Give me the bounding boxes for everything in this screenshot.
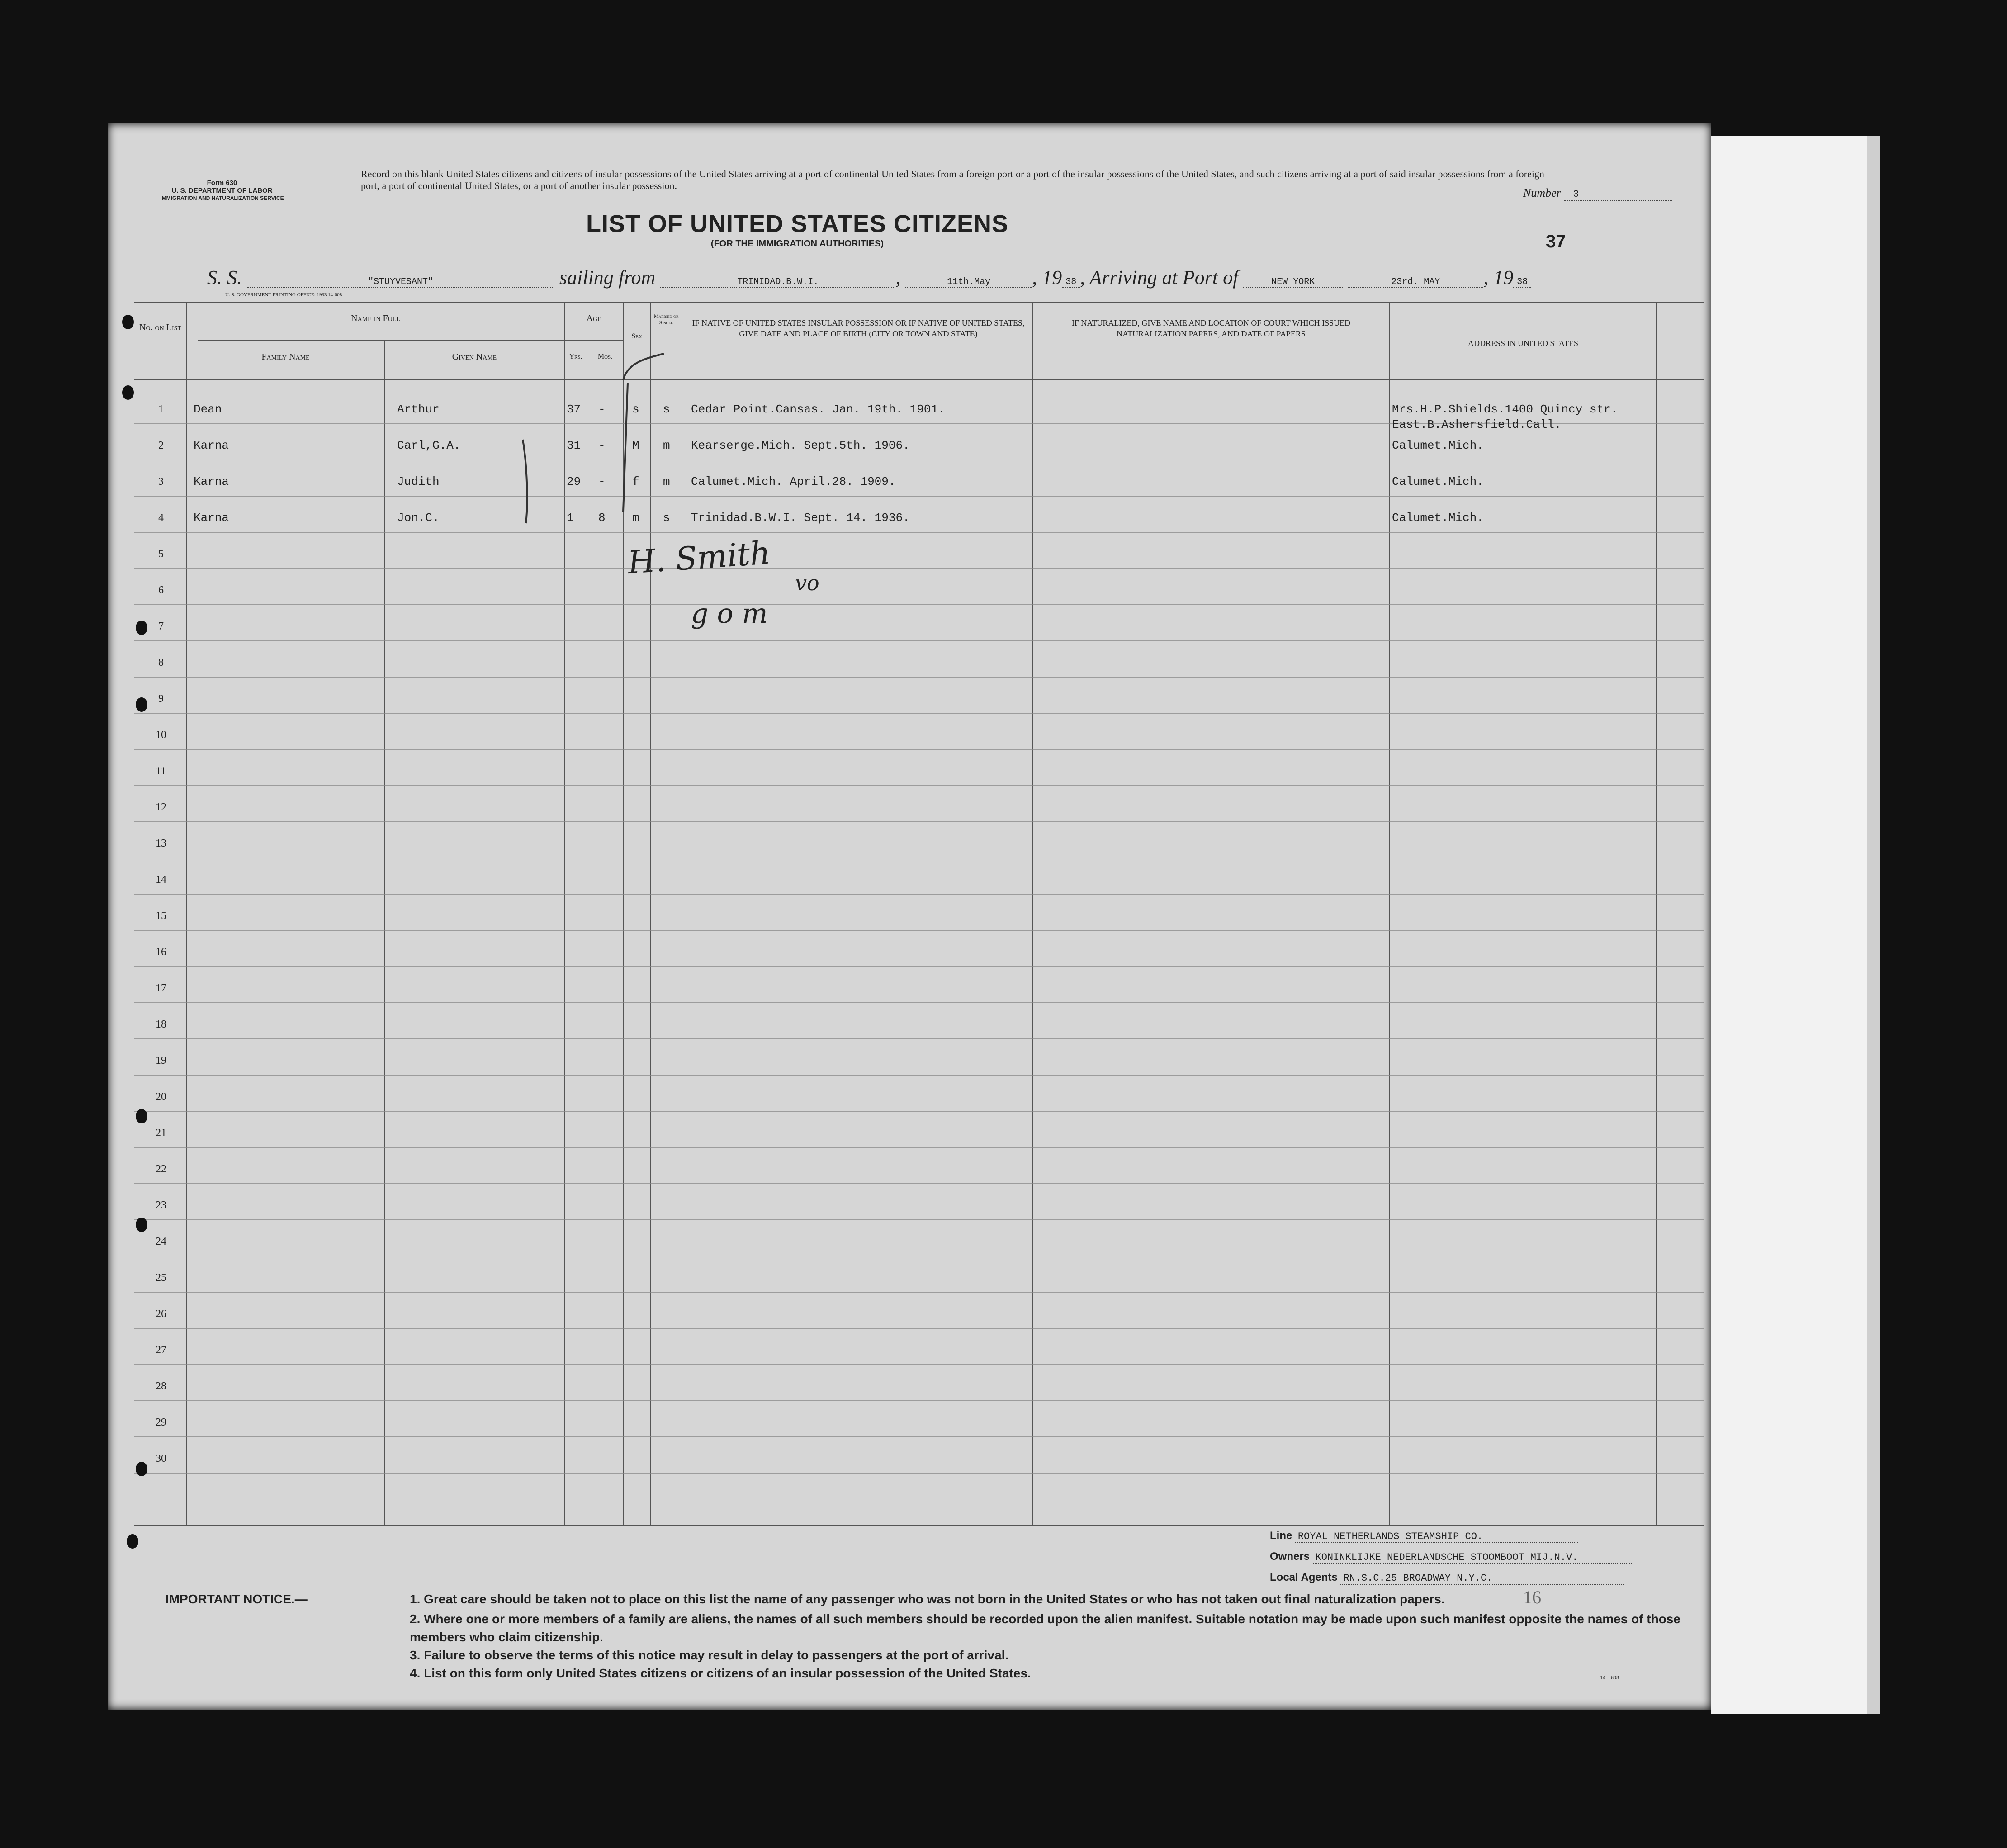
header-family-name: Family Name [261, 352, 310, 362]
form-code: 14—608 [1600, 1674, 1619, 1681]
sex-cell: M [632, 439, 639, 452]
family-name-cell: Karna [194, 475, 229, 488]
arriving-label: Arriving at Port of [1089, 266, 1239, 289]
row-number: 16 [156, 946, 166, 958]
service: IMMIGRATION AND NATURALIZATION SERVICE [160, 195, 284, 201]
year-prefix-2: 19 [1493, 266, 1514, 289]
row-number: 22 [156, 1163, 166, 1175]
punch-hole [136, 697, 147, 712]
sailing-label: sailing from [559, 266, 656, 289]
punch-hole [122, 385, 134, 400]
row-number: 2 [158, 440, 164, 451]
address-cell-line2: East.B.Ashersfield.Call. [1392, 418, 1562, 431]
row-number: 17 [156, 982, 166, 994]
age-years-cell: 37 [567, 403, 581, 416]
form-number: Form 630 [207, 179, 237, 187]
row-number: 18 [156, 1019, 166, 1030]
line-value: ROYAL NETHERLANDS STEAMSHIP CO. [1295, 1531, 1578, 1543]
row-number: 29 [156, 1417, 166, 1428]
printing-office: U. S. GOVERNMENT PRINTING OFFICE: 1933 14-608 [225, 292, 342, 298]
row-number: 9 [158, 693, 164, 705]
page-title: LIST OF UNITED STATES CITIZENS [586, 210, 1008, 237]
notice-title: IMPORTANT NOTICE.— [166, 1592, 308, 1606]
row-number: 12 [156, 801, 166, 813]
age-years-cell: 29 [567, 475, 581, 488]
row-number: 8 [158, 657, 164, 668]
handwritten-note-1: vo [795, 571, 819, 595]
manifest-page [108, 123, 1711, 1710]
row-number: 14 [156, 874, 166, 886]
row-number: 5 [158, 548, 164, 560]
handwritten-note-2: g o m [691, 598, 768, 630]
arrival-year: 38 [1513, 277, 1531, 288]
row-number: 1 [158, 403, 164, 415]
birth-cell: Trinidad.B.W.I. Sept. 14. 1936. [691, 511, 910, 525]
owners-value: KONINKLIJKE NEDERLANDSCHE STOOMBOOT MIJ.N.V. [1313, 1552, 1632, 1564]
row-number: 20 [156, 1091, 166, 1103]
footer-agents [1270, 1570, 1624, 1585]
record-note: Record on this blank United States citizens and citizens of insular possessions of the United States arriving at a port of continental United States from a foreign port or a port of the insular possessions of the United States, and such citizens arriving at a port of said insular possessions from a foreign port, a port of continental United States, or a port of another insular possession. [361, 168, 1544, 191]
voyage-line: S. S. "STUYVESANT" sailing from TRINIDAD.B.W.I. , 11th.May , 19 38 , Arriving at Port of NEW YORK 23rd. MAY , 19 38 [207, 266, 1531, 289]
header-married: Married or Single [653, 313, 679, 326]
row-number: 3 [158, 476, 164, 488]
family-name-cell: Karna [194, 511, 229, 525]
line-label: Line [1270, 1530, 1292, 1542]
given-name-cell: Arthur [397, 403, 440, 416]
notice-item-3: 3. Failure to observe the terms of this notice may result in delay to passengers at the port of arrival. [410, 1648, 1009, 1662]
header-naturalized: IF NATURALIZED, GIVE NAME AND LOCATION OF COURT WHICH ISSUED NATURALIZATION PAPERS, AND DATE OF PAPERS [1071, 318, 1351, 338]
department: U. S. DEPARTMENT OF LABOR [171, 187, 273, 194]
row-number: 28 [156, 1380, 166, 1392]
marital-status-cell: s [663, 511, 670, 525]
punch-hole [122, 315, 134, 329]
adjacent-page [1711, 136, 1867, 1714]
age-months-cell: 8 [598, 511, 606, 525]
departure-port: TRINIDAD.B.W.I. [660, 277, 895, 288]
row-number: 10 [156, 729, 166, 741]
ss-label: S. S. [207, 266, 242, 289]
punch-hole [136, 1218, 147, 1232]
agents-label: Local Agents [1270, 1571, 1338, 1583]
address-cell: Calumet.Mich. [1392, 511, 1484, 525]
given-name-cell: Carl,G.A. [397, 439, 461, 452]
given-name-cell: Judith [397, 475, 440, 488]
sail-date: 11th.May [905, 277, 1032, 288]
row-number: 13 [156, 838, 166, 849]
marital-status-cell: s [663, 403, 670, 416]
sex-cell: s [632, 403, 639, 416]
page-edge [1867, 136, 1880, 1714]
row-number: 27 [156, 1344, 166, 1356]
age-months-cell: - [598, 439, 606, 452]
row-number: 19 [156, 1055, 166, 1066]
age-months-cell: - [598, 475, 606, 488]
address-cell: Calumet.Mich. [1392, 439, 1484, 452]
birth-cell: Calumet.Mich. April.28. 1909. [691, 475, 896, 488]
sex-cell: m [632, 511, 639, 525]
number-label: Number [1523, 186, 1561, 199]
row-number: 7 [158, 621, 164, 632]
header-no: No. on List [139, 322, 181, 332]
footer-line [1270, 1529, 1578, 1543]
arrival-port: NEW YORK [1243, 277, 1343, 288]
row-number: 23 [156, 1199, 166, 1211]
row-number: 11 [156, 765, 166, 777]
birth-cell: Cedar Point.Cansas. Jan. 19th. 1901. [691, 403, 945, 416]
marital-status-cell: m [663, 475, 670, 488]
handwritten-signature: H. Smith [626, 534, 772, 581]
row-number: 21 [156, 1127, 166, 1139]
footer-owners [1270, 1549, 1632, 1564]
header-birth: IF NATIVE OF UNITED STATES INSULAR POSSESSION OR IF NATIVE OF UNITED STATES, GIVE DATE AND PLACE OF BIRTH (CITY OR TOWN AND STATE) [692, 318, 1025, 338]
sail-year: 38 [1062, 277, 1080, 288]
notice-item-2: 2. Where one or more members of a family are aliens, the names of all such members should be recorded upon the alien manifest. Suitable notation may be made upon such manifest opposite the names of those members who claim citizenship. [410, 1612, 1680, 1644]
punch-hole [136, 1109, 147, 1123]
age-months-cell: - [598, 403, 606, 416]
arrival-date: 23rd. MAY [1348, 277, 1483, 288]
year-prefix-1: 19 [1042, 266, 1062, 289]
handwritten-marks [523, 354, 664, 523]
header-age: Age [586, 313, 601, 323]
header-yrs: Yrs. [569, 353, 582, 360]
row-number: 6 [158, 584, 164, 596]
owners-label: Owners [1270, 1550, 1310, 1563]
row-number: 24 [156, 1236, 166, 1247]
age-years-cell: 31 [567, 439, 581, 452]
ship-name: "STUYVESANT" [247, 277, 554, 288]
header-address: ADDRESS IN UNITED STATES [1467, 339, 1579, 348]
given-name-cell: Jon.C. [397, 511, 440, 525]
family-name-cell: Karna [194, 439, 229, 452]
marital-status-cell: m [663, 439, 670, 452]
punch-hole [136, 1462, 147, 1476]
age-years-cell: 1 [567, 511, 574, 525]
notice-item-1: 1. Great care should be taken not to place on this list the name of any passenger who was not born in the United States or who has not taken out final naturalization papers. [410, 1592, 1445, 1606]
stamp-number: 37 [1546, 232, 1566, 251]
header-mos: Mos. [597, 353, 613, 360]
page-subtitle: (FOR THE IMMIGRATION AUTHORITIES) [710, 239, 884, 249]
address-cell: Mrs.H.P.Shields.1400 Quincy str. [1392, 403, 1618, 416]
punch-hole [136, 621, 147, 635]
sex-cell: f [632, 475, 639, 488]
row-number: 25 [156, 1272, 166, 1284]
row-number: 4 [158, 512, 164, 524]
address-cell: Calumet.Mich. [1392, 475, 1484, 488]
notice-item-4: 4. List on this form only United States citizens or citizens of an insular possession of the United States. [410, 1666, 1031, 1680]
family-name-cell: Dean [194, 403, 222, 416]
row-number: 30 [156, 1453, 166, 1464]
agents-value: RN.S.C.25 BROADWAY N.Y.C. [1340, 1573, 1624, 1585]
page-number: 16 [1523, 1587, 1541, 1607]
punch-hole [127, 1534, 138, 1549]
row-number: 26 [156, 1308, 166, 1320]
birth-cell: Kearserge.Mich. Sept.5th. 1906. [691, 439, 910, 452]
header-name-in-full: Name in Full [351, 313, 400, 323]
header-sex: Sex [631, 332, 642, 340]
row-number: 15 [156, 910, 166, 922]
number-value: 3 [1564, 189, 1672, 201]
header-given-name: Given Name [452, 352, 497, 362]
